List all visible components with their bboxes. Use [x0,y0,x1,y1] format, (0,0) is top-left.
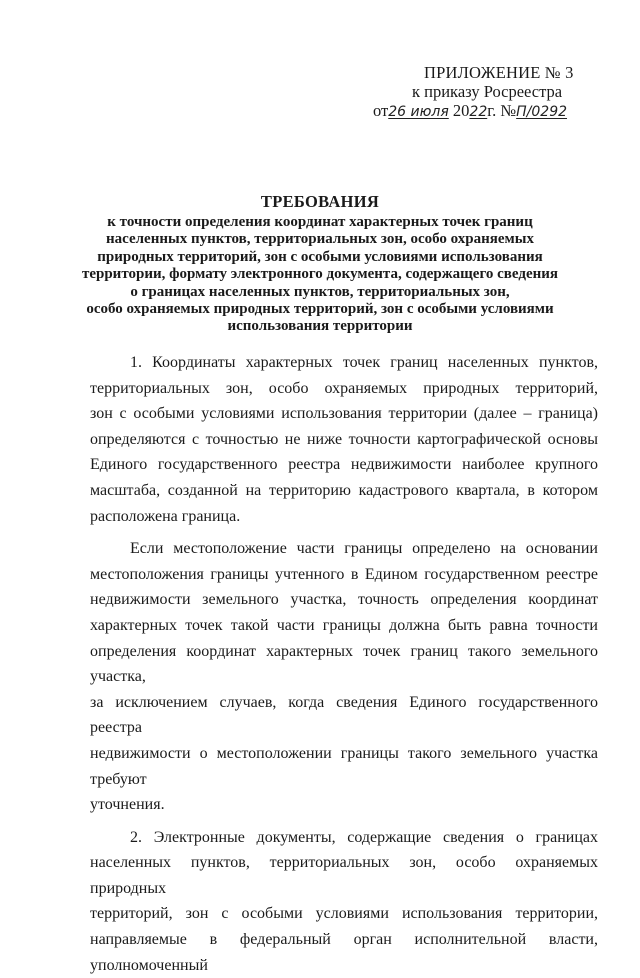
text-line: 2. Электронные документы, содержащие сведения о границах [130,828,598,846]
text-line: 1. Координаты характерных точек границ населенных пунктов, [130,354,598,371]
text-line: зон с особыми условиями использования территории (далее – граница) [90,405,598,423]
appendix-date-line [373,101,567,122]
paragraph-3 [90,825,598,978]
subtitle-line: особо охраняемых природных территорий, зон с особыми условиями [86,301,554,318]
appendix-order-ref: к приказу Росреестра [412,82,563,101]
text-line: территориальных зон, особо охраняемых природных территорий, [90,379,598,397]
subtitle-line: о границах населенных пунктов, территориальных зон, [130,283,510,300]
text-line: недвижимости земельного участка, точность определения координат [90,591,598,609]
text-line: определения координат характерных точек границ такого земельного участка, [90,642,598,686]
subtitle-line: природных территорий, зон с особыми условиями использования [97,248,543,265]
text-line: масштаба, созданной на территорию кадастрового квартала, в котором [90,481,598,499]
document-heading: ТРЕБОВАНИЯ [260,192,380,211]
text-line: расположена граница. [90,507,241,525]
text-line: Единого государственного реестра недвижимости наиболее крупного [90,456,598,474]
subtitle-line: населенных пунктов, территориальных зон, особо охраняемых [106,231,534,248]
year-prefix: 20 [452,101,470,120]
text-line: уточнения. [90,796,165,814]
subtitle-line: территории, формату электронного документа, содержащего сведения [81,266,559,283]
paragraph-1 [90,350,598,529]
paragraph-2 [90,536,598,818]
text-line: определяются с точностью не ниже точности картографической основы [90,430,598,448]
handwritten-date: 26 июля [388,104,449,120]
year-suffix: г. № [487,101,517,120]
text-line: Если местоположение части границы определено на основании [130,540,598,558]
text-line: территорий, зон с особыми условиями использования территории, [90,905,598,923]
text-line: характерных точек такой части границы должна быть равна точности [90,616,598,634]
subtitle-line: к точности определения координат характерных точек границ [107,214,533,230]
appendix-number: ПРИЛОЖЕНИЕ № 3 [424,63,574,82]
handwritten-order-number: П/0292 [516,104,568,120]
text-line: направляемые в федеральный орган исполнительной власти, уполномоченный [90,931,598,974]
date-prefix: от [373,101,389,120]
text-line: местоположения границы учтенного в Едином государственном реестре [90,565,598,583]
document-subtitle [80,214,560,336]
handwritten-year: 22 [469,104,488,120]
document-body [90,350,598,978]
subtitle-line: использования территории [227,318,413,335]
text-line: за исключением случаев, когда сведения Единого государственного реестра [90,693,598,737]
text-line: населенных пунктов, территориальных зон, особо охраняемых природных [90,854,598,897]
text-line: недвижимости о местоположении границы такого земельного участка требуют [90,744,598,788]
